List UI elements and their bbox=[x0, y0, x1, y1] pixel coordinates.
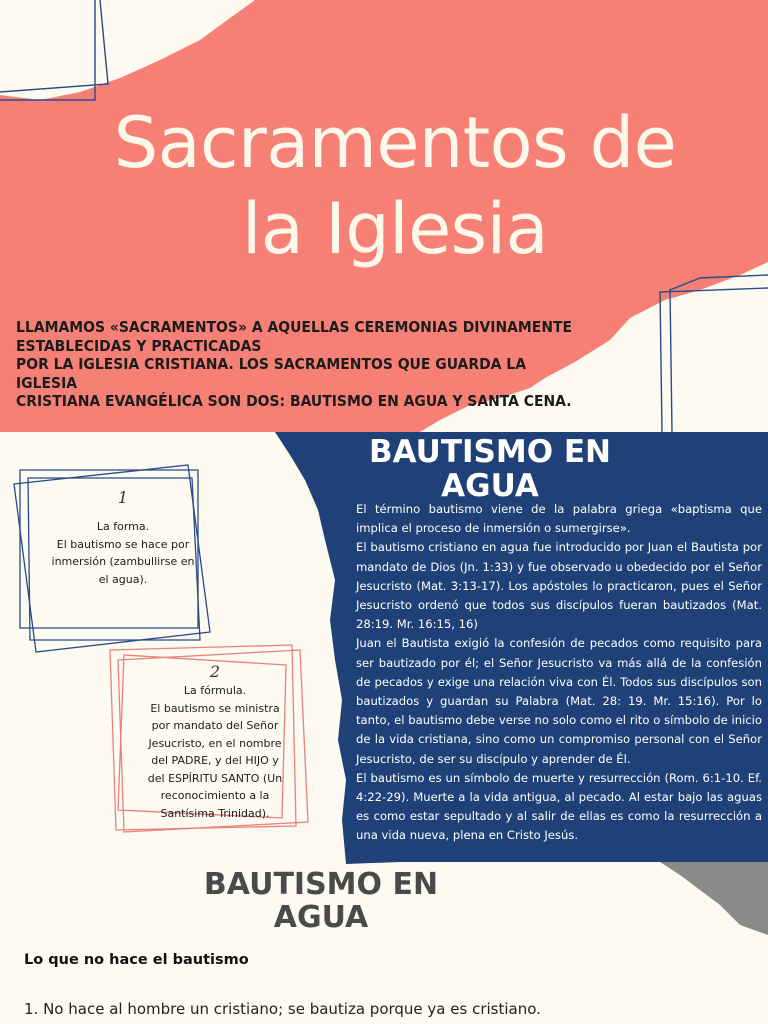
intro-line-3: POR LA IGLESIA CRISTIANA. LOS SACRAMENTOS QUE GUARDA LA IGLESIA bbox=[16, 355, 526, 392]
blue-paragraph: Juan el Bautista exigió la confesión de pecados como requisito para ser bautizado por él; el Señor Jesucristo va más allá de la confesión de pecados y exige una relación viva con Él. Todos sus discípulos son bautizados y guardan su Palabra (Mat. 28: 19. Mr. 15:16). Por lo tanto, el bautismo debe verse no solo como el rito o símbolo de inicio de la vida cristiana, sino como un compromiso personal con el Señor Jesucristo, de ser su discípulo y aprender de Él. bbox=[356, 636, 762, 766]
blue-section-heading bbox=[350, 435, 630, 503]
card1-text bbox=[38, 518, 208, 588]
card2-line: por mandato del Señor bbox=[151, 719, 279, 732]
blue-section-body bbox=[356, 500, 762, 846]
intro-line-4: CRISTIANA EVANGÉLICA SON DOS: BAUTISMO EN AGUA Y SANTA CENA. bbox=[16, 392, 572, 410]
lower-heading-line-2: AGUA bbox=[273, 900, 369, 935]
lower-section-heading bbox=[166, 868, 476, 934]
card1-line: La forma. bbox=[96, 520, 150, 533]
title-line-2: la Iglesia bbox=[241, 188, 548, 270]
card1-number: 1 bbox=[117, 488, 129, 507]
blue-paragraph: El término bautismo viene de la palabra griega «baptisma que implica el proceso de inmersión o sumergirse». bbox=[356, 502, 762, 536]
frame-lines-right bbox=[660, 275, 768, 432]
card2-line: Santísima Trinidad). bbox=[160, 806, 270, 820]
card2-line: La fórmula. bbox=[183, 684, 247, 697]
lower-subheading: Lo que no hace el bautismo bbox=[24, 952, 249, 968]
card-formula bbox=[135, 662, 295, 822]
card2-line: del PADRE, y del HIJO y bbox=[151, 754, 279, 767]
frame-lines-top-left bbox=[0, 0, 108, 100]
page-title bbox=[20, 100, 768, 272]
card2-line: del ESPÍRITU SANTO (Un bbox=[147, 771, 283, 785]
card2-line: Jesucristo, en el nombre bbox=[148, 736, 282, 750]
blue-heading-line-1: BAUTISMO EN bbox=[369, 434, 611, 470]
title-line-1: Sacramentos de bbox=[113, 102, 677, 184]
blue-paragraph: El bautismo cristiano en agua fue introducido por Juan el Bautista por mandato de Dios (Jn. 1:33) y fue observado u obedecido por el Señor Jesucristo (Mat. 3:13-17). Los apóstoles lo practicaron, pues el Señor Jesucristo ordenó que todos sus discípulos fueran bautizados (Mat. 28:19. Mr. 16:15, 16) bbox=[356, 540, 762, 632]
blue-paragraph: El bautismo es un símbolo de muerte y resurrección (Rom. 6:1-10. Ef. 4:22-29). Muerte a la vida antigua, al pecado. Al estar bajo las aguas es como estar sepultado y al salir de ellas es como la resurrección a una vida nueva, plena en Cristo Jesús. bbox=[356, 770, 762, 843]
card2-line: El bautismo se ministra bbox=[150, 701, 280, 715]
gray-corner bbox=[660, 862, 768, 935]
lower-heading-line-1: BAUTISMO EN bbox=[203, 867, 439, 902]
card1-line: el agua). bbox=[98, 572, 148, 586]
intro-line-2: ESTABLECIDAS Y PRACTICADAS bbox=[16, 336, 262, 355]
intro-text bbox=[16, 318, 576, 411]
card2-number: 2 bbox=[209, 662, 221, 681]
intro-line-1: LLAMAMOS «SACRAMENTOS» A AQUELLAS CEREMONIAS DIVINAMENTE bbox=[16, 318, 573, 336]
card1-line: El bautismo se hace por bbox=[56, 537, 190, 551]
list-item: 1. No hace al hombre un cristiano; se bautiza porque ya es cristiano. bbox=[24, 1000, 541, 1018]
card2-text bbox=[135, 682, 295, 822]
card2-line: reconocimiento a la bbox=[160, 789, 270, 802]
card-forma bbox=[38, 488, 208, 588]
blue-heading-line-2: AGUA bbox=[441, 468, 539, 504]
card1-line: inmersión (zambullirse en bbox=[51, 555, 195, 568]
